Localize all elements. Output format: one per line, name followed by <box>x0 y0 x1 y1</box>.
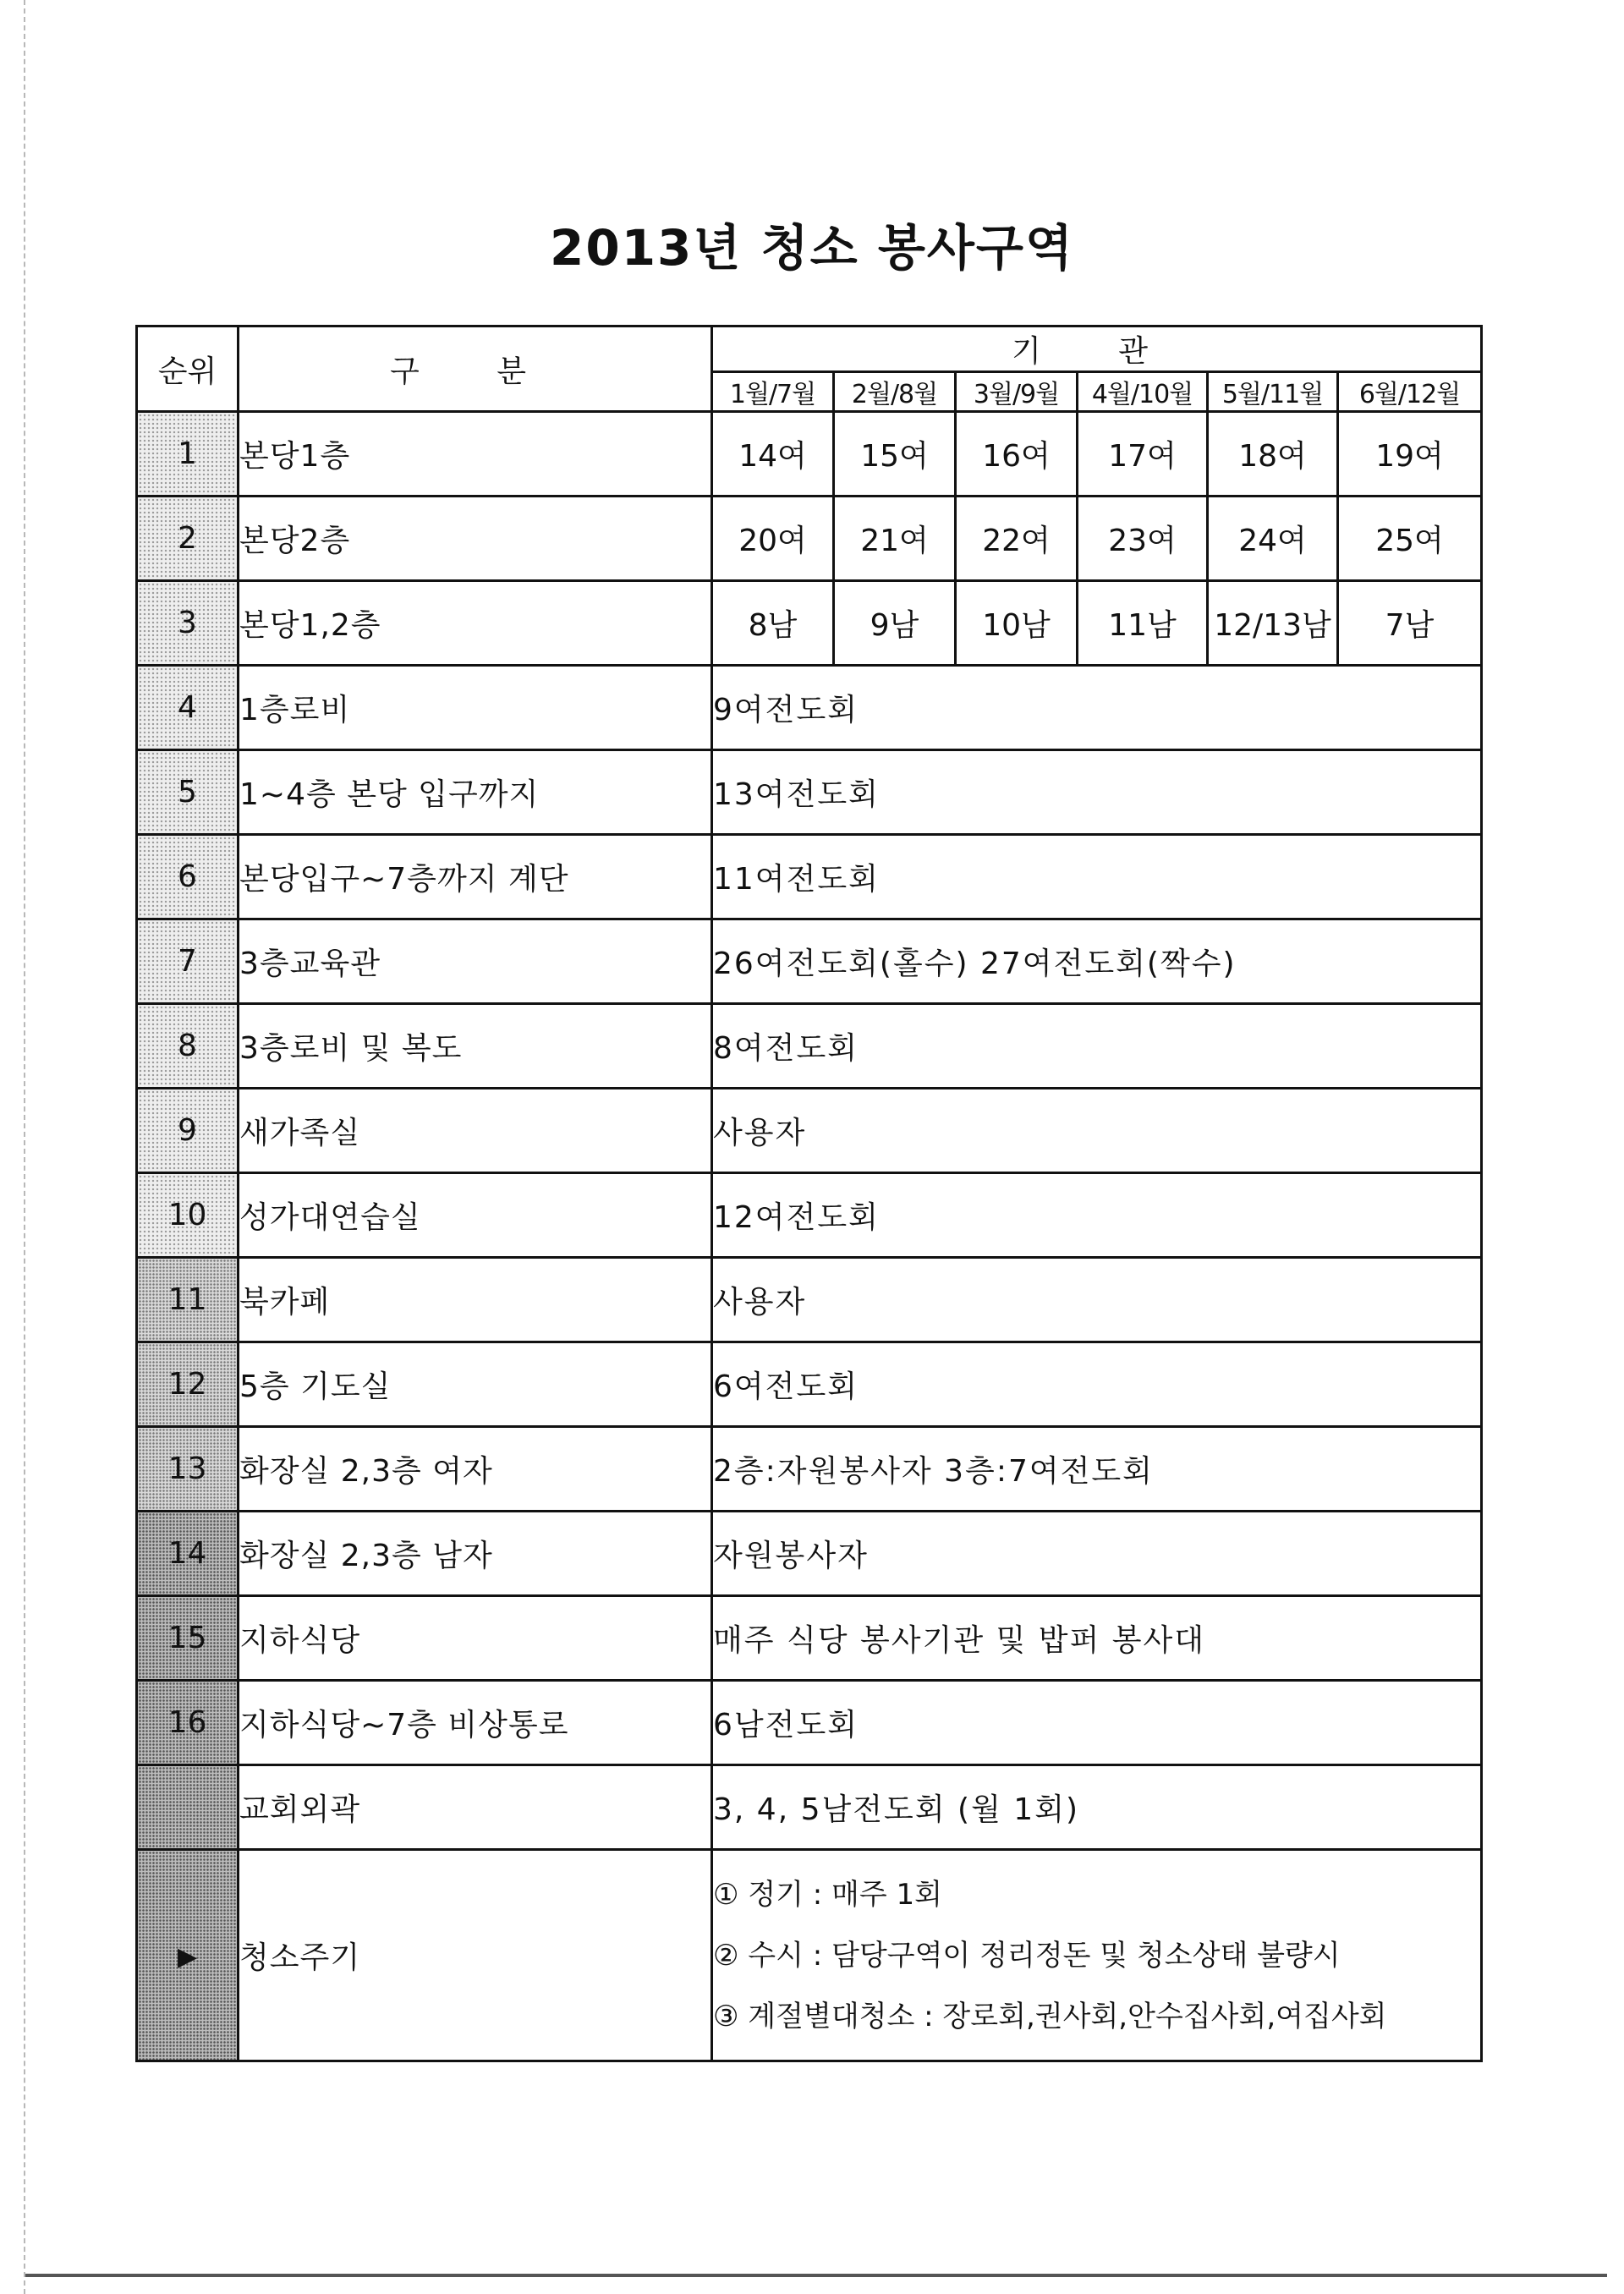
category-cell: 새가족실 <box>239 1089 712 1173</box>
assignment-cell: 24여 <box>1208 497 1338 581</box>
rank-cell: 9 <box>137 1089 239 1173</box>
table-row <box>137 750 1482 835</box>
cleaning-cycle-row <box>137 1850 1482 2061</box>
rank-cell: 8 <box>137 1004 239 1089</box>
assignment-cell: 8여전도회 <box>712 1004 1482 1089</box>
assignment-cell: 10남 <box>956 581 1078 666</box>
category-cell: 3층교육관 <box>239 919 712 1004</box>
rank-cell: 3 <box>137 581 239 666</box>
assignment-cell: 자원봉사자 <box>712 1512 1482 1596</box>
assignment-cell: 25여 <box>1338 497 1482 581</box>
play-marker-icon: ▶ <box>177 1942 198 1972</box>
assignment-cell: 사용자 <box>712 1089 1482 1173</box>
table-row <box>137 919 1482 1004</box>
table-row <box>137 1512 1482 1596</box>
assignment-cell: 15여 <box>834 412 956 497</box>
table-row <box>137 1681 1482 1765</box>
category-cell: 화장실 2,3층 남자 <box>239 1512 712 1596</box>
table-row <box>137 835 1482 919</box>
assignment-cell: 11남 <box>1078 581 1208 666</box>
assignment-cell: 19여 <box>1338 412 1482 497</box>
assignment-cell: 9여전도회 <box>712 666 1482 750</box>
page-title: 2013년 청소 봉사구역 <box>549 219 1074 277</box>
table-row <box>137 581 1482 666</box>
category-cell: 화장실 2,3층 여자 <box>239 1427 712 1512</box>
cycle-item: ② 수시 : 담당구역이 정리정돈 및 청소상태 불량시 <box>713 1938 1341 1973</box>
assignment-cell: 20여 <box>712 497 834 581</box>
rank-cell: 14 <box>137 1512 239 1596</box>
category-cell: 청소주기 <box>239 1850 712 2061</box>
category-cell: 북카페 <box>239 1258 712 1342</box>
assignment-cell: 사용자 <box>712 1258 1482 1342</box>
assignment-cell: 11여전도회 <box>712 835 1482 919</box>
table-row <box>137 1004 1482 1089</box>
table-row <box>137 412 1482 497</box>
cleaning-schedule-table <box>135 325 1483 2062</box>
assignment-cell: 7남 <box>1338 581 1482 666</box>
header-month: 4월/10월 <box>1078 372 1208 412</box>
table-row <box>137 666 1482 750</box>
category-cell: 성가대연습실 <box>239 1173 712 1258</box>
assignment-cell: 12/13남 <box>1208 581 1338 666</box>
category-cell: 본당1층 <box>239 412 712 497</box>
category-cell: 지하식당 <box>239 1596 712 1681</box>
assignment-cell: 23여 <box>1078 497 1208 581</box>
category-cell: 교회외곽 <box>239 1765 712 1850</box>
category-cell: 3층로비 및 복도 <box>239 1004 712 1089</box>
assignment-cell: 14여 <box>712 412 834 497</box>
rank-cell: 12 <box>137 1342 239 1427</box>
assignment-cell: 17여 <box>1078 412 1208 497</box>
rank-cell: 16 <box>137 1681 239 1765</box>
category-cell: 지하식당~7층 비상통로 <box>239 1681 712 1765</box>
cycle-item: ① 정기 : 매주 1회 <box>713 1877 943 1912</box>
table-row <box>137 1173 1482 1258</box>
rank-cell: 11 <box>137 1258 239 1342</box>
header-rank: 순위 <box>137 327 239 412</box>
assignment-cell: 2층:자원봉사자 3층:7여전도회 <box>712 1427 1482 1512</box>
header-category: 구 분 <box>239 327 712 412</box>
assignment-cell: 12여전도회 <box>712 1173 1482 1258</box>
rank-cell: 2 <box>137 497 239 581</box>
assignment-cell: 9남 <box>834 581 956 666</box>
category-cell: 1층로비 <box>239 666 712 750</box>
assignment-cell: 21여 <box>834 497 956 581</box>
header-month: 2월/8월 <box>834 372 956 412</box>
assignment-cell: 8남 <box>712 581 834 666</box>
rank-cell: 6 <box>137 835 239 919</box>
table-row <box>137 497 1482 581</box>
header-month: 1월/7월 <box>712 372 834 412</box>
rank-cell: 1 <box>137 412 239 497</box>
header-month: 6월/12월 <box>1338 372 1482 412</box>
scan-left-edge <box>24 0 25 2294</box>
table-row <box>137 1765 1482 1850</box>
rank-cell: 15 <box>137 1596 239 1681</box>
category-cell: 본당2층 <box>239 497 712 581</box>
table-row <box>137 1342 1482 1427</box>
scan-bottom-edge <box>25 2274 1607 2277</box>
rank-cell: 5 <box>137 750 239 835</box>
header-month: 3월/9월 <box>956 372 1078 412</box>
assignment-cell: 6여전도회 <box>712 1342 1482 1427</box>
category-cell: 본당1,2층 <box>239 581 712 666</box>
cycle-list <box>712 1850 1482 2061</box>
category-cell: 본당입구~7층까지 계단 <box>239 835 712 919</box>
category-cell: 1~4층 본당 입구까지 <box>239 750 712 835</box>
rank-cell: 4 <box>137 666 239 750</box>
rank-cell: 7 <box>137 919 239 1004</box>
assignment-cell: 16여 <box>956 412 1078 497</box>
assignment-cell: 13여전도회 <box>712 750 1482 835</box>
table-row <box>137 1427 1482 1512</box>
table-row <box>137 1089 1482 1173</box>
table-row <box>137 1258 1482 1342</box>
header-month: 5월/11월 <box>1208 372 1338 412</box>
rank-cell: 13 <box>137 1427 239 1512</box>
assignment-cell: 22여 <box>956 497 1078 581</box>
table-row <box>137 1596 1482 1681</box>
rank-cell <box>137 1765 239 1850</box>
assignment-cell: 18여 <box>1208 412 1338 497</box>
assignment-cell: 26여전도회(홀수) 27여전도회(짝수) <box>712 919 1482 1004</box>
assignment-cell: 3, 4, 5남전도회 (월 1회) <box>712 1765 1482 1850</box>
assignment-cell: 매주 식당 봉사기관 및 밥퍼 봉사대 <box>712 1596 1482 1681</box>
rank-cell: 10 <box>137 1173 239 1258</box>
rank-cell <box>137 1850 239 2061</box>
category-cell: 5층 기도실 <box>239 1342 712 1427</box>
header-period: 기 관 <box>712 327 1482 372</box>
assignment-cell: 6남전도회 <box>712 1681 1482 1765</box>
cycle-item: ③ 계절별대청소 : 장로회,권사회,안수집사회,여집사회 <box>713 1999 1387 2033</box>
